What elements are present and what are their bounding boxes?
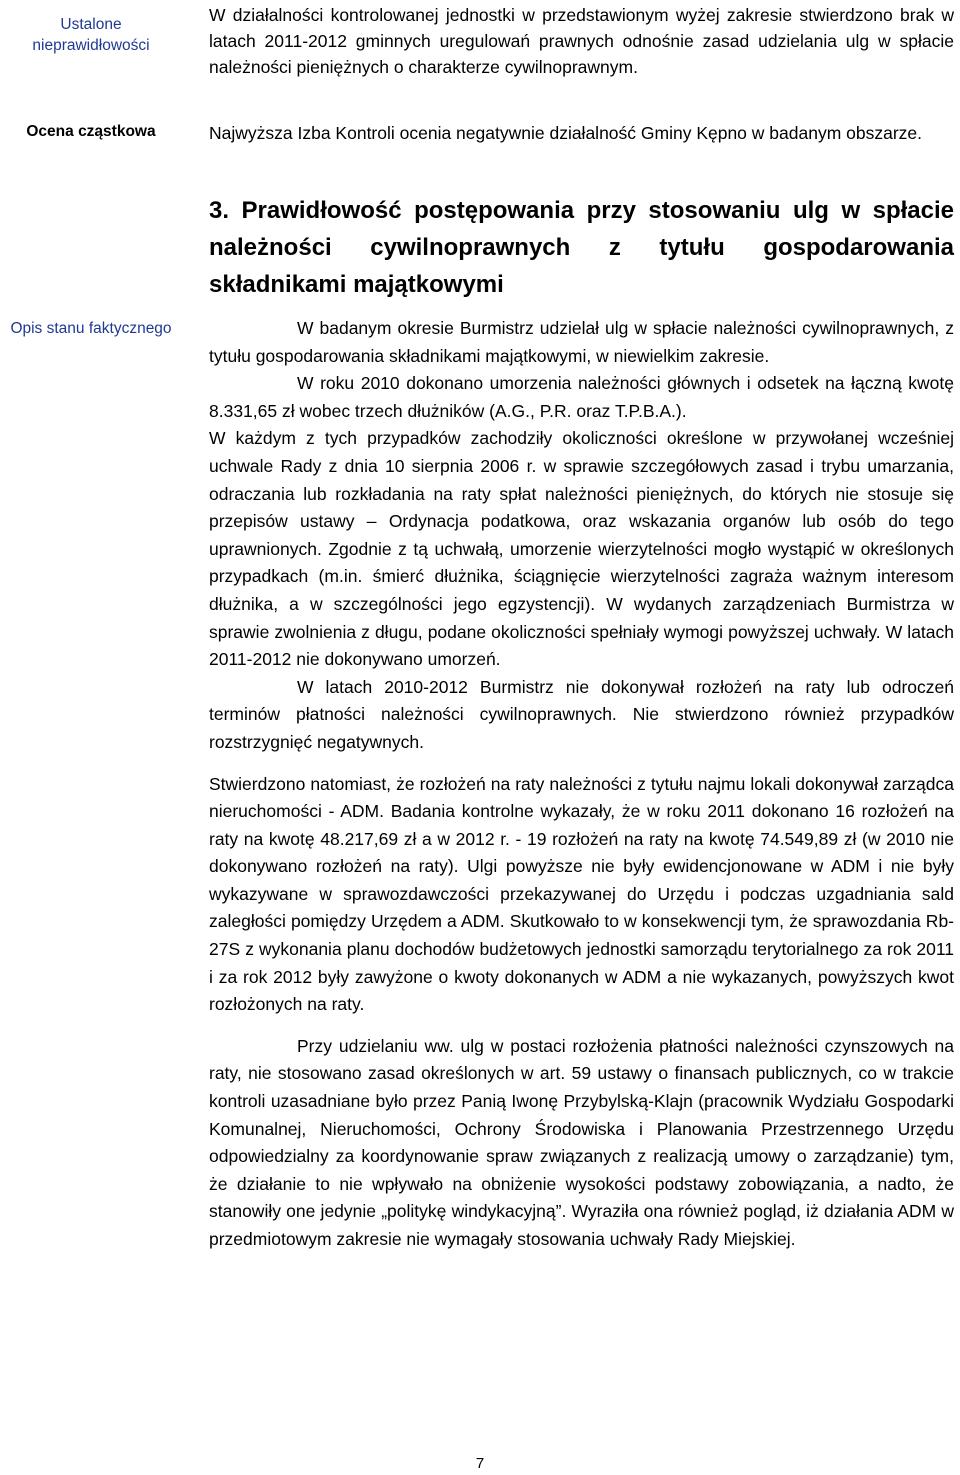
page-number: 7 <box>475 1455 485 1472</box>
paragraph-3: W latach 2010-2012 Burmistrz nie dokonywał rozłożeń na raty lub odroczeń terminów płatności należności cywilnoprawnych. Nie stwierdzono również przypadków rozstrzygnięć negatywnych. <box>209 676 954 752</box>
paragraph-1: W badanym okresie Burmistrz udzielał ulg w spłacie należności cywilnoprawnych, z tytułu gospodarowania składnikami majątkowymi, w niewielkim zakresie. <box>209 318 954 366</box>
paragraph-4: Stwierdzono natomiast, że rozłożeń na raty należności z tytułu najmu lokali dokonywał zarządca nieruchomości - ADM. Badania kontrolne wykazały, że w roku 2011 dokonano 16 rozłożeń na raty na kwotę 48.217,69 zł a w 2012 r. - 19 rozłożeń na raty na kwotę 74.549,89 zł (w 2010 nie dokonywano rozłożeń na raty). Ulgi powyższe nie były ewidencjonowane w ADM i nie były wykazywane w sprawozdawczości przekazywanej do Urzędu i podczas uzgadniania sald zaległości pomiędzy Urzędem a ADM. Skutkowało to w konsekwencji tym, że sprawozdania Rb-27S z wykonania planu dochodów budżetowych jednostki samorządu terytorialnego za rok 2011 i za rok 2012 były zawyżone o kwoty dokonanych w ADM a nie wykazanych, powyższych kwot rozłożonych na raty. <box>209 773 954 1015</box>
paragraph-5: Przy udzielaniu ww. ulg w postaci rozłożenia płatności należności czynszowych na raty, nie stosowano zasad określonych w art. 59 ustawy o finansach publicznych, co w trakcie kontroli uzasadniane było przez Panią Iwonę Przybylską-Klajn (pracownik Wydziału Gospodarki Komunalnej, Nieruchomości, Ochrony Środowiska i Planowania Przestrzennego Urzędu odpowiedzialny za koordynowanie spraw związanych z realizacją umowy o zarządzanie) tym, że działanie to nie wpływało na obniżenie wysokości podstawy zobowiązania, a nadto, że stanowiły one jedynie „politykę windykacyjną”. Wyraziła ona również pogląd, iż działania ADM w przedmiotowym zakresie nie wymagały stosowania uchwały Rady Miejskiej. <box>209 1035 954 1249</box>
margin-note-opis: Opis stanu faktycznego <box>10 320 172 337</box>
intro-paragraph: W działalności kontrolowanej jednostki w przedstawionym wyżej zakresie stwierdzono brak w latach 2011-2012 gminnych uregulowań prawnych odnośnie zasad udzielania ulg w spłacie należności pieniężnych o charakterze cywilnoprawnym. <box>209 5 954 77</box>
body-text <box>209 315 954 1254</box>
verdict-paragraph: Najwyższa Izba Kontroli ocenia negatywnie działalność Gminy Kępno w badanym obszarze. <box>209 123 923 143</box>
margin-note-ustalone: Ustalone nieprawidłowości <box>32 16 150 54</box>
section-heading: 3. Prawidłowość postępowania przy stosowaniu ulg w spłacie należności cywilnoprawnych z tytułu gospodarowania składnikami majątkowymi <box>209 197 954 298</box>
margin-note-ocena: Ocena cząstkowa <box>26 123 156 140</box>
paragraph-2b: W każdym z tych przypadków zachodziły okoliczności określone w przywołanej wcześniej uchwale Rady z dnia 10 sierpnia 2006 r. w sprawie szczegółowych zasad i trybu umarzania, odraczania lub rozkładania na raty spłat należności pieniężnych, do których nie stosuje się przepisów ustawy – Ordynacja podatkowa, oraz wskazania organów lub osób do tego uprawnionych. Zgodnie z tą uchwałą, umorzenie wierzytelności mogło wystąpić w określonych przypadkach (m.in. śmierć dłużnika, ściągnięcie wierzytelności zagraża ważnym interesom dłużnika, a w szczególności jego egzystencji). W wydanych zarządzeniach Burmistrza w sprawie zwolnienia z długu, podane okoliczności spełniały wymogi powyższej uchwały. W latach 2011-2012 nie dokonywano umorzeń. <box>209 428 954 670</box>
paragraph-2a: W roku 2010 dokonano umorzenia należności głównych i odsetek na łączną kwotę 8.331,65 zł wobec trzech dłużników (A.G., P.R. oraz T.P.B.A.). <box>209 373 954 421</box>
